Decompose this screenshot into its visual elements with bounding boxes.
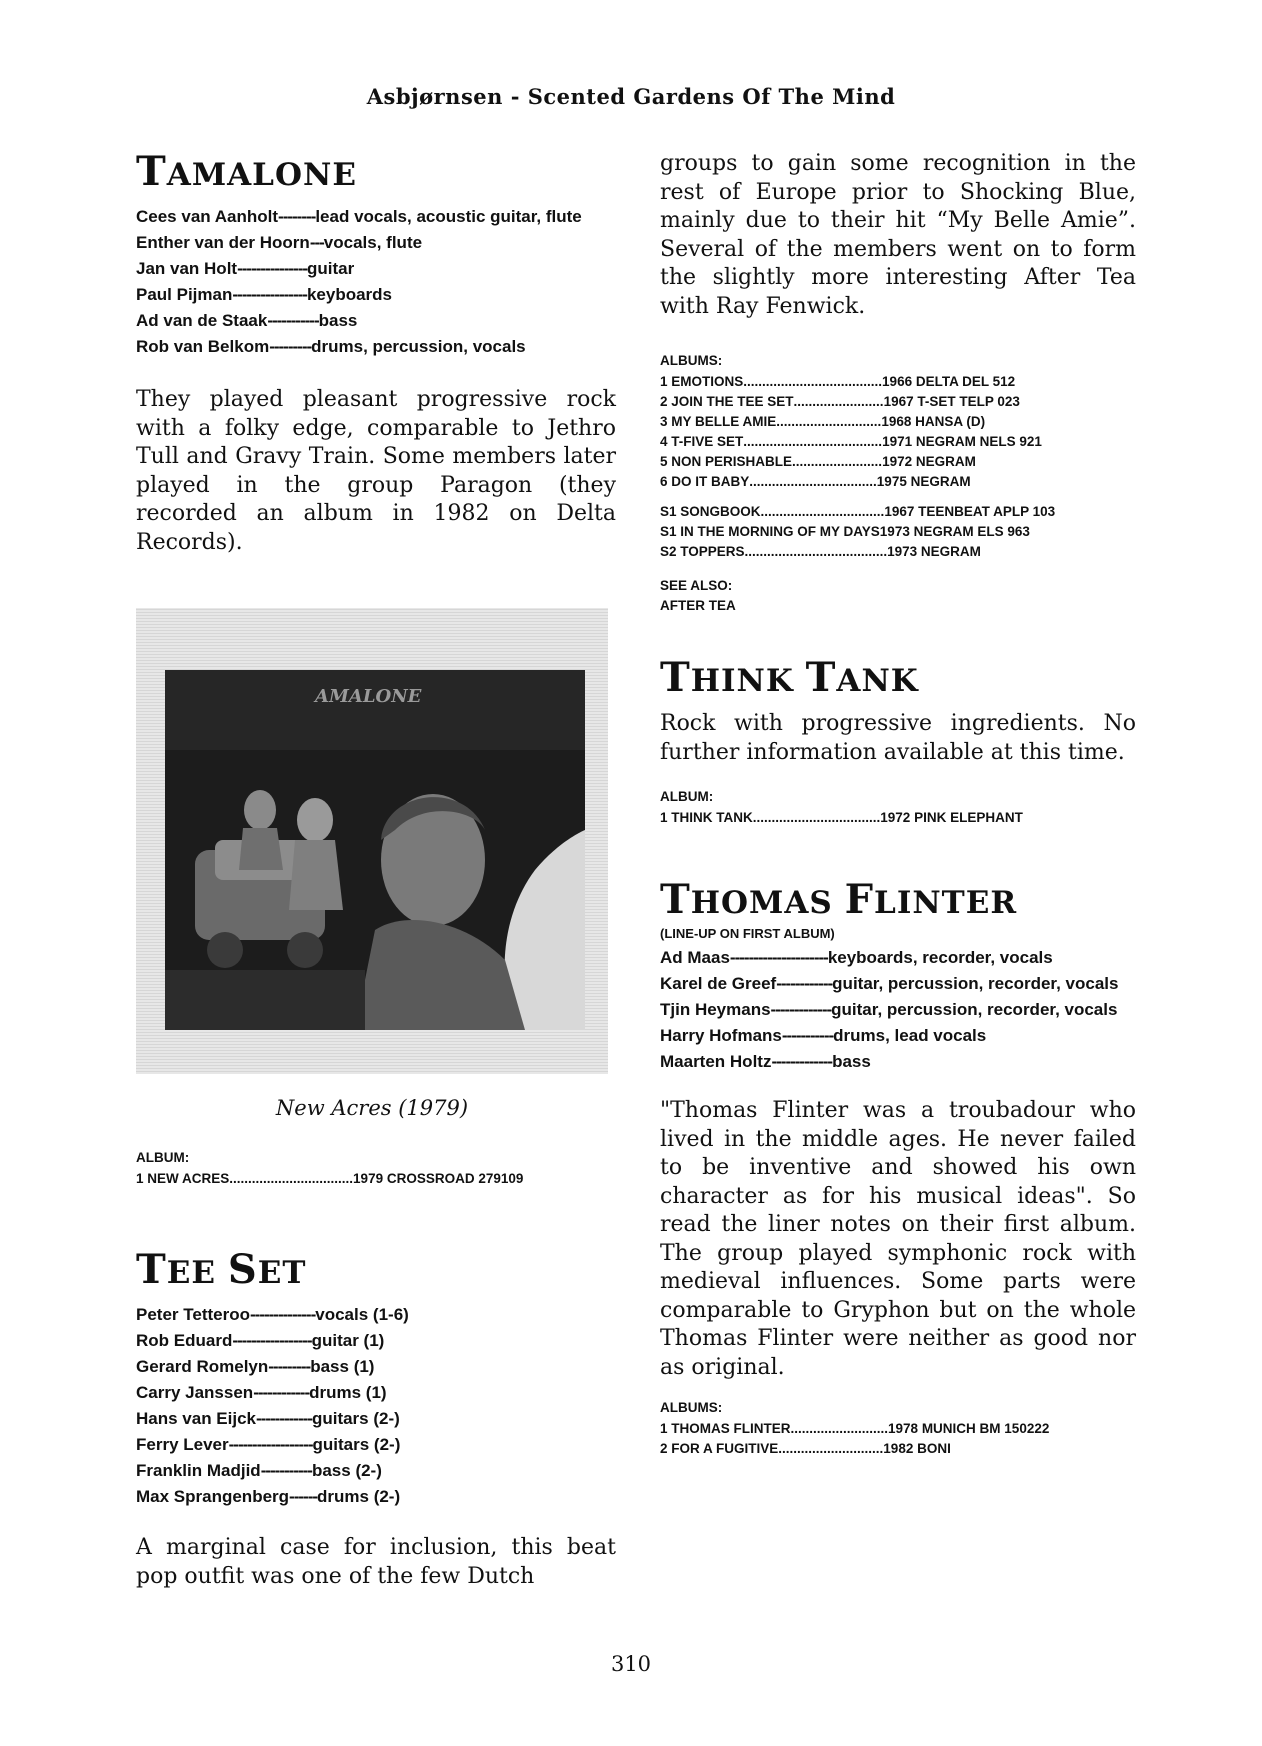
tamalone-lineup — [136, 204, 616, 360]
think-tank-album-entry — [660, 808, 1136, 828]
tee-set-left-block — [136, 1248, 616, 1591]
release-info: 1973 NEGRAM ELS 963 — [879, 524, 1030, 539]
release-info: 1967 TEENBEAT APLP 103 — [884, 504, 1056, 519]
thomas-flinter-member-row — [660, 945, 1136, 971]
tee-set-singles-list — [660, 502, 1136, 562]
leader-dashes: ------------------ — [228, 1435, 313, 1454]
member-name: Rob Eduard — [136, 1331, 233, 1350]
member-role: bass (2-) — [311, 1461, 382, 1480]
left-column — [136, 150, 616, 557]
member-name: Franklin Madjid — [136, 1461, 261, 1480]
member-name: Peter Tetteroo — [136, 1305, 250, 1324]
member-role: lead vocals, acoustic guitar, flute — [315, 207, 582, 226]
release-info: 1968 HANSA (D) — [881, 414, 986, 429]
tamalone-heading: TAMALONE — [136, 148, 357, 195]
release-title: S1 SONGBOOK — [660, 504, 761, 519]
tee-set-album-entry — [660, 412, 1136, 432]
dot-leader: .................................. — [752, 810, 881, 825]
leader-dashes: ------------ — [253, 1383, 310, 1402]
member-role: guitar (1) — [311, 1331, 385, 1350]
tamalone-member-row — [136, 334, 616, 360]
release-info: 1973 NEGRAM — [887, 544, 981, 559]
tee-set-description-part1: A marginal case for inclusion, this beat pop outfit was one of the few Dutch — [136, 1535, 616, 1589]
leader-dashes: -------------- — [250, 1305, 316, 1324]
tee-set-single-entry — [660, 502, 1136, 522]
thomas-flinter-heading: THOMAS FLINTER — [660, 876, 1018, 923]
dot-leader: ................................. — [760, 504, 885, 519]
leader-dashes: ----------- — [781, 1026, 834, 1045]
member-name: Paul Pijman — [136, 285, 233, 304]
member-name: Tjin Heymans — [660, 1000, 771, 1019]
dot-leader: ............................ — [776, 414, 882, 429]
release-info: 1975 NEGRAM — [876, 474, 971, 489]
page-number: 310 — [610, 1652, 652, 1676]
thomas-flinter-album-list — [660, 1419, 1136, 1459]
member-role: bass — [318, 311, 358, 330]
member-name: Karel de Greef — [660, 974, 777, 993]
member-role: guitar, percussion, recorder, vocals — [831, 1000, 1118, 1019]
tee-set-see-also: AFTER TEA — [660, 598, 736, 613]
leader-dashes: --------------- — [237, 259, 308, 278]
dot-leader: ........................ — [793, 394, 884, 409]
release-title: 3 MY BELLE AMIE — [660, 414, 777, 429]
tee-set-album-entry — [660, 392, 1136, 412]
tamalone-albums-label: ALBUM: — [136, 1150, 190, 1165]
release-info: 1979 CROSSROAD 279109 — [353, 1171, 524, 1186]
member-name: Carry Janssen — [136, 1383, 254, 1402]
dot-leader: ..................................... — [743, 434, 883, 449]
member-name: Ad Maas — [660, 948, 730, 967]
member-role: vocals (1-6) — [315, 1305, 409, 1324]
tee-set-album-list — [660, 372, 1136, 492]
leader-dashes: ----------- — [260, 1461, 312, 1480]
member-name: Ad van de Staak — [136, 311, 268, 330]
tamalone-description: They played pleasant progressive rock with a folky edge, comparable to Jethro Tull and Gravy Train. Some members later played in the group Paragon (they recorded an album in 1982 on Delta Records). — [136, 387, 616, 555]
member-role: vocals, flute — [323, 233, 423, 252]
tee-set-member-row — [136, 1302, 616, 1328]
member-role: guitars (2-) — [311, 1409, 400, 1428]
tee-set-single-entry — [660, 542, 1136, 562]
release-title: 6 DO IT BABY — [660, 474, 750, 489]
member-name: Maarten Holtz — [660, 1052, 772, 1071]
member-role: drums, percussion, vocals — [311, 337, 526, 356]
tee-set-album-entry — [660, 472, 1136, 492]
release-info: 1982 BONI — [883, 1441, 951, 1456]
member-name: Rob van Belkom — [136, 337, 270, 356]
member-role: bass (1) — [310, 1357, 375, 1376]
member-role: drums (1) — [309, 1383, 387, 1402]
tee-set-member-row — [136, 1406, 616, 1432]
tee-set-album-entry — [660, 372, 1136, 392]
member-role: drums, lead vocals — [833, 1026, 987, 1045]
tamalone-album-list — [136, 1169, 616, 1189]
tee-set-member-row — [136, 1484, 616, 1510]
thomas-flinter-description: "Thomas Flinter was a troubadour who lived in the middle ages. He never failed to be inventive and showed his own character as for his musical ideas". So read the liner notes on their first album. The group played symphonic rock with medieval influences. Some parts were comparable to Gryphon but on the whole Thomas Flinter were neither as good nor as original. — [660, 1098, 1136, 1380]
leader-dashes: ---------------- — [232, 285, 307, 304]
release-info: 1972 PINK ELEPHANT — [880, 810, 1023, 825]
cover-band-logo: AMALONE — [315, 686, 422, 707]
member-name: Enther van der Hoorn — [136, 233, 310, 252]
running-head: Asbjørnsen - Scented Gardens Of The Mind — [366, 84, 896, 109]
dot-leader: .................................. — [749, 474, 877, 489]
thomas-flinter-member-row — [660, 1049, 1136, 1075]
release-title: S1 IN THE MORNING OF MY DAYS — [660, 524, 880, 539]
think-tank-heading: THINK TANK — [660, 654, 919, 701]
member-role: guitar — [307, 259, 355, 278]
cover-illustration — [165, 670, 585, 1030]
member-name: Hans van Eijck — [136, 1409, 257, 1428]
thomas-flinter-member-row — [660, 1023, 1136, 1049]
tee-set-single-entry — [660, 522, 1136, 542]
release-title: 1 THINK TANK — [660, 810, 753, 825]
think-tank-description: Rock with progressive ingredients. No further information available at this time. — [660, 711, 1136, 765]
leader-dashes: --- — [309, 233, 324, 252]
release-title: 1 NEW ACRES — [136, 1171, 230, 1186]
tamalone-member-row — [136, 282, 616, 308]
leader-dashes: ------------- — [770, 1000, 832, 1019]
tee-set-lineup — [136, 1302, 616, 1510]
leader-dashes: ------------ — [776, 974, 833, 993]
member-role: guitar, percussion, recorder, vocals — [832, 974, 1119, 993]
tee-set-member-row — [136, 1432, 616, 1458]
member-role: bass — [832, 1052, 871, 1071]
dot-leader: .......................... — [790, 1421, 889, 1436]
release-info: 1967 T-SET TELP 023 — [883, 394, 1020, 409]
dot-leader: ............................ — [778, 1441, 884, 1456]
tamalone-discography-block — [136, 1148, 616, 1189]
member-name: Max Sprangenberg — [136, 1487, 290, 1506]
thomas-flinter-albums-label: ALBUMS: — [660, 1400, 723, 1415]
dot-leader: ...................................... — [744, 544, 888, 559]
release-info: 1966 DELTA DEL 512 — [882, 374, 1016, 389]
thomas-flinter-album-entry — [660, 1419, 1136, 1439]
leader-dashes: ------------ — [256, 1409, 312, 1428]
tee-set-member-row — [136, 1380, 616, 1406]
release-title: 2 JOIN THE TEE SET — [660, 394, 794, 409]
tamalone-member-row — [136, 256, 616, 282]
member-name: Cees van Aanholt — [136, 207, 279, 226]
thomas-flinter-member-row — [660, 997, 1136, 1023]
tamalone-album-entry — [136, 1169, 616, 1189]
member-name: Harry Hofmans — [660, 1026, 782, 1045]
think-tank-albums-label: ALBUM: — [660, 789, 714, 804]
thomas-flinter-lineup — [660, 945, 1136, 1075]
release-info: 1972 NEGRAM — [882, 454, 976, 469]
leader-dashes: --------------------- — [729, 948, 828, 967]
leader-dashes: --------- — [269, 337, 312, 356]
leader-dashes: ----------------- — [232, 1331, 312, 1350]
tamalone-member-row — [136, 230, 616, 256]
member-role: keyboards — [306, 285, 392, 304]
tamalone-member-row — [136, 204, 616, 230]
member-role: guitars (2-) — [312, 1435, 401, 1454]
tee-set-member-row — [136, 1458, 616, 1484]
release-title: 2 FOR A FUGITIVE — [660, 1441, 779, 1456]
leader-dashes: ----------- — [267, 311, 319, 330]
leader-dashes: ------ — [289, 1487, 318, 1506]
member-role: keyboards, recorder, vocals — [827, 948, 1053, 967]
thomas-flinter-member-row — [660, 971, 1136, 997]
album-cover-image — [136, 608, 608, 1074]
member-name: Jan van Holt — [136, 259, 238, 278]
release-title: 5 NON PERISHABLE — [660, 454, 793, 469]
release-info: 1971 NEGRAM NELS 921 — [882, 434, 1042, 449]
album-cover-art — [165, 670, 585, 1030]
tee-set-member-row — [136, 1354, 616, 1380]
dot-leader: ........................ — [792, 454, 883, 469]
tee-set-member-row — [136, 1328, 616, 1354]
release-title: S2 TOPPERS — [660, 544, 745, 559]
leader-dashes: -------- — [278, 207, 316, 226]
release-title: 1 THOMAS FLINTER — [660, 1421, 791, 1436]
leader-dashes: --------- — [268, 1357, 311, 1376]
dot-leader: ................................. — [229, 1171, 354, 1186]
member-role: drums (2-) — [317, 1487, 401, 1506]
member-name: Gerard Romelyn — [136, 1357, 269, 1376]
thomas-flinter-lineup-note: (LINE-UP ON FIRST ALBUM) — [660, 926, 835, 941]
release-title: 1 EMOTIONS — [660, 374, 744, 389]
release-title: 4 T-FIVE SET — [660, 434, 744, 449]
tee-set-heading: TEE SET — [136, 1246, 307, 1293]
tee-set-see-also-label: SEE ALSO: — [660, 578, 733, 593]
leader-dashes: ------------- — [771, 1052, 833, 1071]
right-column — [660, 150, 1136, 1459]
tee-set-description-part2: groups to gain some recognition in the rest of Europe prior to Shocking Blue, mainly due to their hit “My Belle Amie”. Several of the members went on to form the slightly more interesting After Tea with Ray Fenwick. — [660, 151, 1136, 319]
thomas-flinter-album-entry — [660, 1439, 1136, 1459]
tee-set-album-entry — [660, 432, 1136, 452]
cover-caption: New Acres (1979) — [275, 1096, 469, 1120]
dot-leader: ..................................... — [743, 374, 883, 389]
tee-set-albums-label: ALBUMS: — [660, 353, 723, 368]
think-tank-album-list — [660, 808, 1136, 828]
tamalone-member-row — [136, 308, 616, 334]
tee-set-album-entry — [660, 452, 1136, 472]
release-info: 1978 MUNICH BM 150222 — [888, 1421, 1050, 1436]
member-name: Ferry Lever — [136, 1435, 229, 1454]
